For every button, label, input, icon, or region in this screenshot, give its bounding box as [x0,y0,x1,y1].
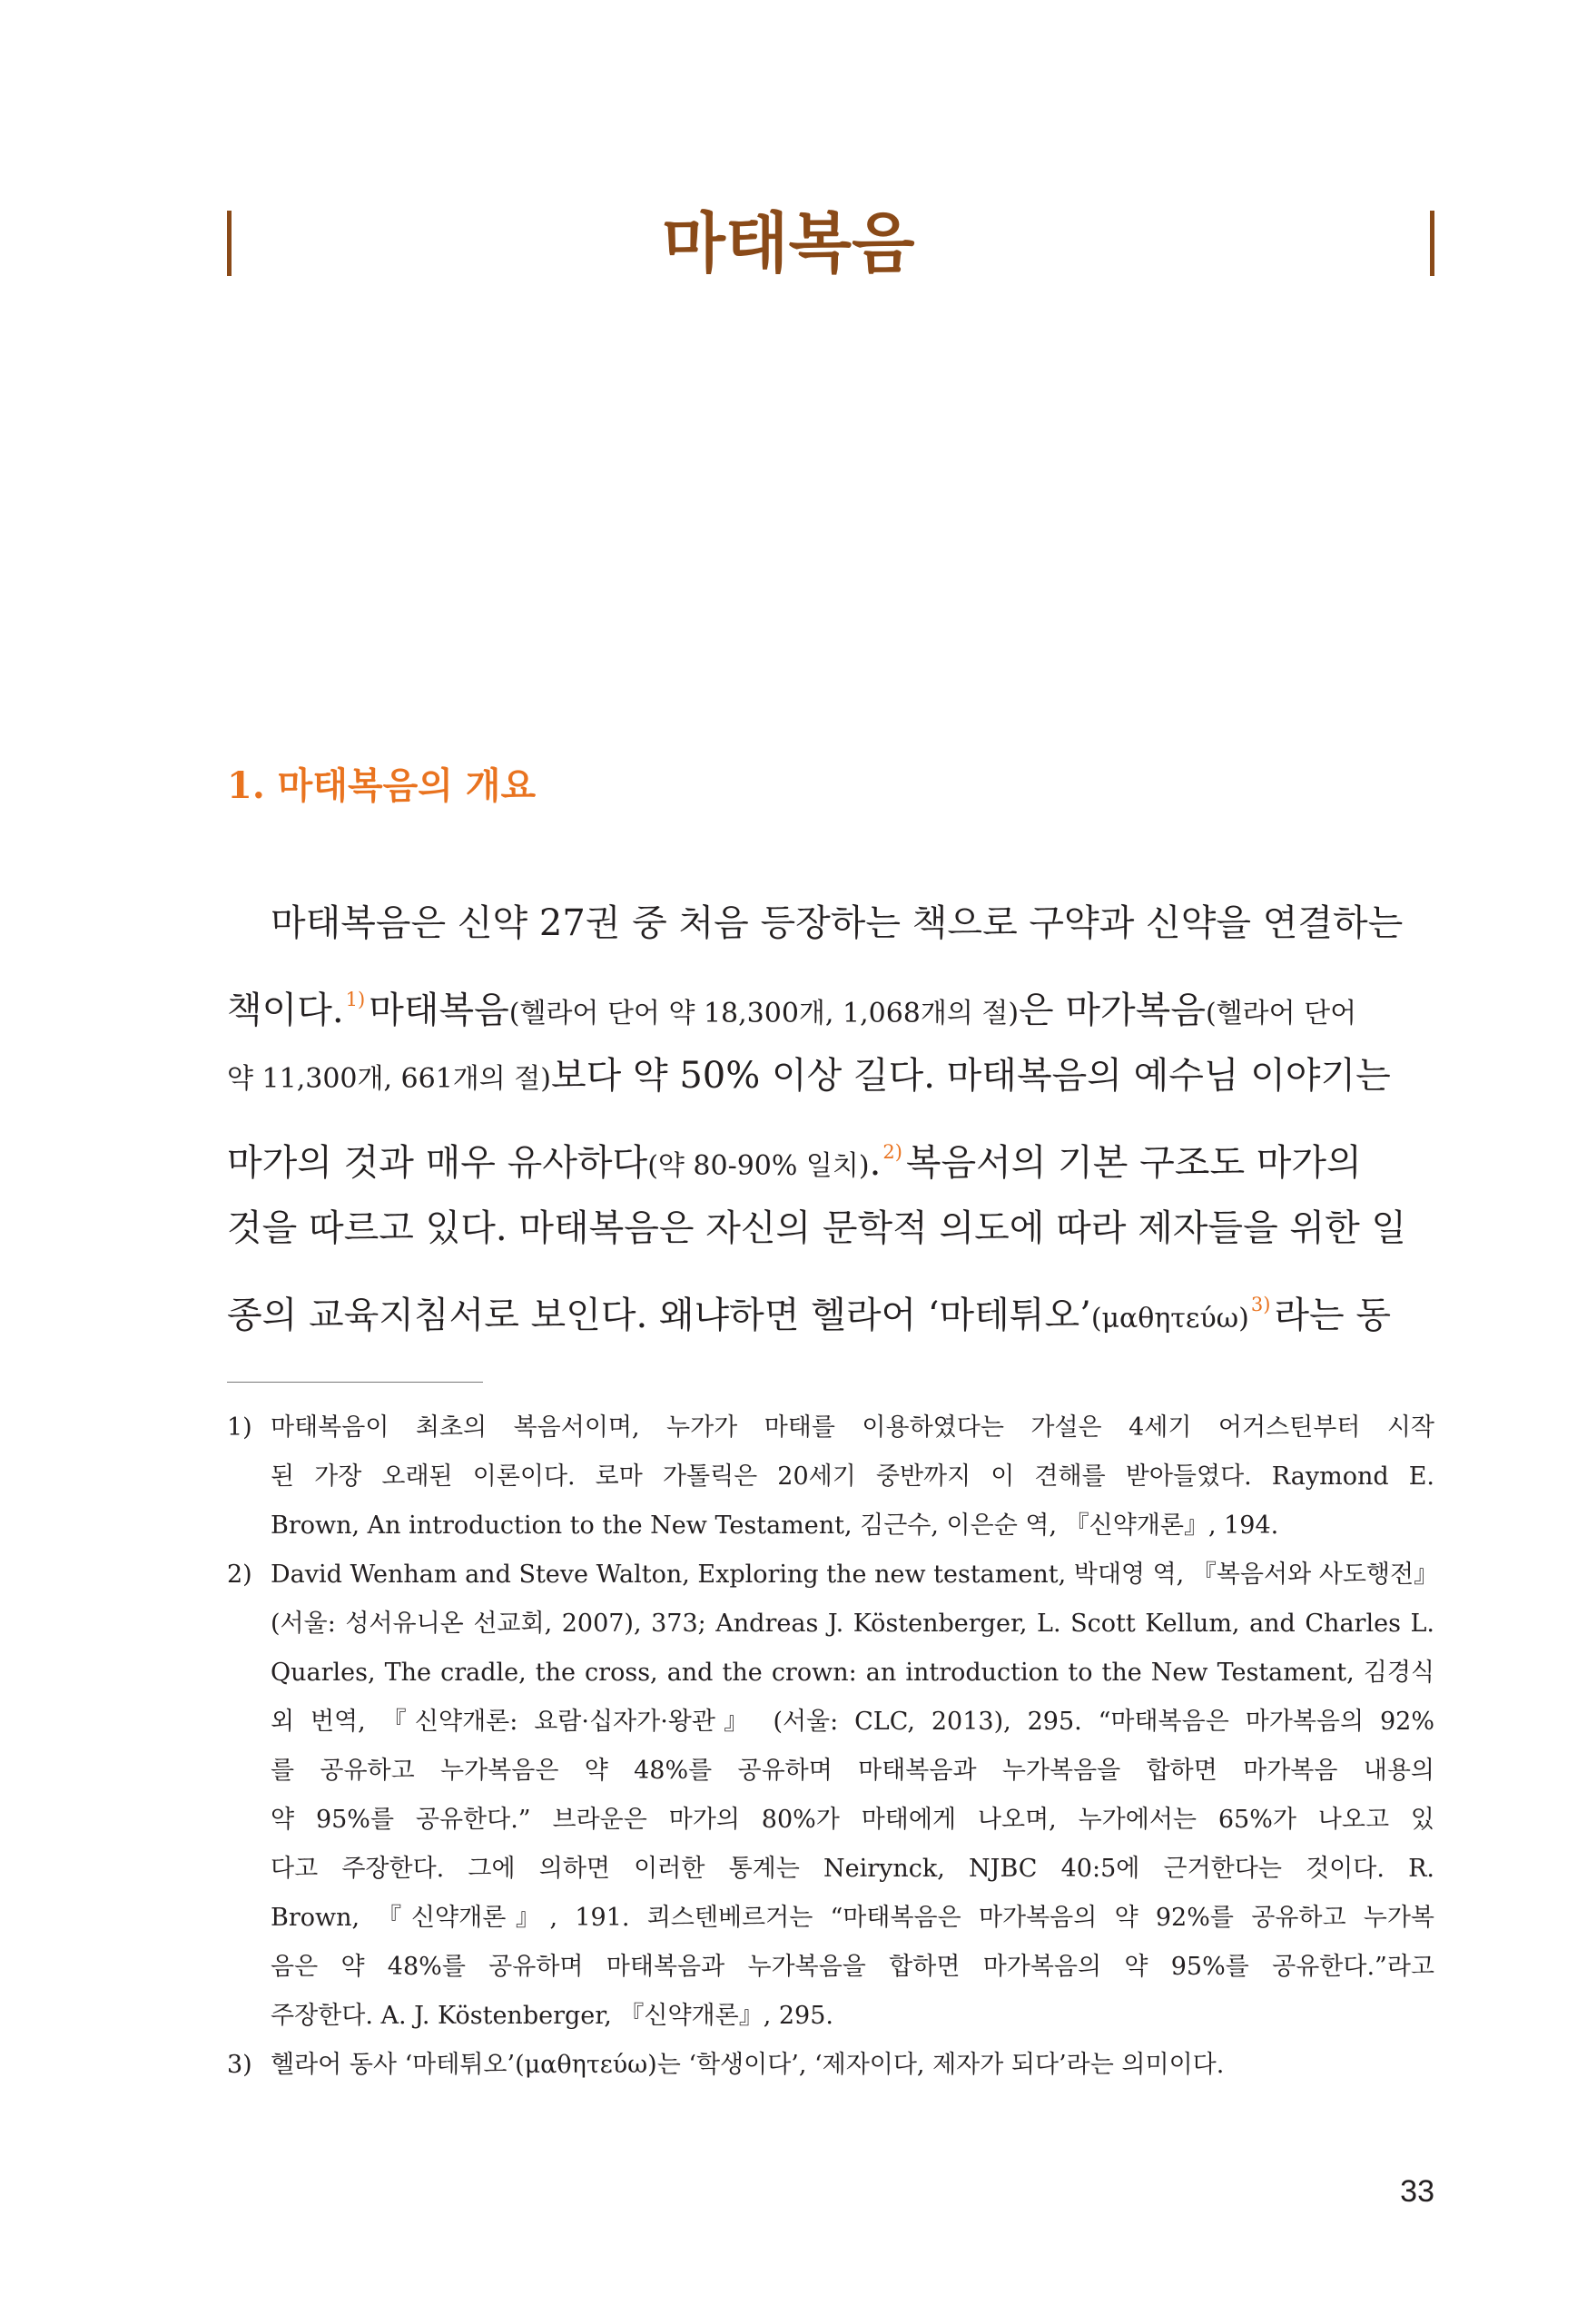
body-aside: (헬라어 단어 [1205,998,1357,1029]
body-text-span: 책이다. [227,990,344,1031]
body-line-2 [227,961,1434,1038]
footnote-line: 마태복음이 최초의 복음서이며, 누가가 마태를 이용하였다는 가설은 4세기 어거스틴부터 시작 [271,1413,1434,1442]
page-number: 33 [1400,2174,1434,2209]
footnote-number: 3) [227,2051,252,2079]
footnote-1 [227,1403,1434,1551]
body-text-span: 은 마가복음 [1019,990,1206,1031]
footnote-ref-3[interactable]: 3) [1250,1294,1271,1315]
footnote-line: Brown, An introduction to the New Testament, 김근수, 이은순 역, 『신약개론』, 194. [271,1512,1279,1540]
chapter-title: 마태복음 [662,204,915,281]
footnote-line: 외 번역, 『신약개론: 요람·십자가·왕관』 (서울: CLC, 2013), 295. “마태복음은 마가복음의 92% [271,1708,1434,1736]
footnotes [227,1403,1439,2090]
body-text-span: 복음서의 기본 구조도 마가의 [905,1142,1362,1184]
body-text-span: 마가의 것과 매우 유사하다 [227,1142,648,1184]
body-line-4 [227,1114,1434,1190]
footnote-line: 된 가장 오래된 이론이다. 로마 가톨릭은 20세기 중반까지 이 견해를 받아들였다. Raymond E. [271,1462,1434,1491]
body-text [227,885,1434,1343]
body-line-5: 것을 따르고 있다. 마태복음은 자신의 문학적 의도에 따라 제자들을 위한 일 [227,1207,1407,1249]
footnote-2 [227,1551,1439,2041]
body-aside: (약 80-90% 일치) [647,1150,870,1182]
body-aside: (μαθητεύω) [1090,1303,1249,1334]
footnote-line: 헬라어 동사 ‘마테튀오’(μαθητεύω)는 ‘학생이다’, ‘제자이다, 제자가 되다’라는 의미이다. [271,2051,1225,2079]
footnote-ref-1[interactable]: 1) [345,989,366,1010]
body-aside: (헬라어 단어 약 18,300개, 1,068개의 절) [508,998,1020,1029]
footnote-number: 2) [227,1561,252,1589]
footnote-divider [227,1382,483,1383]
body-line-3 [227,1038,1434,1114]
footnote-line: Brown, 『신약개론』, 191. 쾨스텐베르거는 “마태복음은 마가복음의 약 92%를 공유하고 누가복 [271,1904,1434,1932]
footnote-line: 음은 약 48%를 공유하며 마태복음과 누가복음을 합하면 마가복음의 약 95%를 공유한다.”라고 [271,1953,1434,1981]
footnote-line: 를 공유하고 누가복음은 약 48%를 공유하며 마태복음과 누가복음을 합하면 마가복음 내용의 [271,1757,1434,1785]
body-text-span: 보다 약 50% 이상 길다. 마태복음의 예수님 이야기는 [550,1055,1391,1097]
footnote-number: 1) [227,1413,252,1442]
footnote-3 [227,2041,1434,2090]
body-text-span: . [869,1142,882,1184]
body-line-1: 마태복음은 신약 27권 중 처음 등장하는 책으로 구약과 신약을 연결하는 [271,902,1404,944]
footnote-line: David Wenham and Steve Walton, Exploring the new testament, 박대영 역, 『복음서와 사도행전』 [271,1561,1439,1589]
section-heading: 1. 마태복음의 개요 [227,764,537,807]
body-text-span: 라는 동 [1274,1295,1392,1336]
body-text-span: 종의 교육지침서로 보인다. 왜냐하면 헬라어 ‘마테튀오’ [227,1295,1091,1336]
footnote-line: 주장한다. A. J. Köstenberger, 『신약개론』, 295. [271,2002,833,2030]
footnote-line: Quarles, The cradle, the cross, and the crown: an introduction to the New Testament, 김경식 [271,1659,1434,1687]
body-aside: 약 11,300개, 661개의 절) [227,1063,551,1095]
body-text-span: 마태복음 [369,990,509,1031]
body-line-6 [227,1266,1434,1343]
footnote-line: 다고 주장한다. 그에 의하면 이러한 통계는 Neirynck, NJBC 40:5에 근거한다는 것이다. R. [271,1855,1434,1883]
footnote-line: 약 95%를 공유한다.” 브라운은 마가의 80%가 마태에게 나오며, 누가에서는 65%가 나오고 있 [271,1806,1434,1834]
footnote-ref-2[interactable]: 2) [882,1141,902,1163]
footnote-line: (서울: 성서유니온 선교회, 2007), 373; Andreas J. Köstenberger, L. Scott Kellum, and Charles L. [271,1610,1434,1638]
